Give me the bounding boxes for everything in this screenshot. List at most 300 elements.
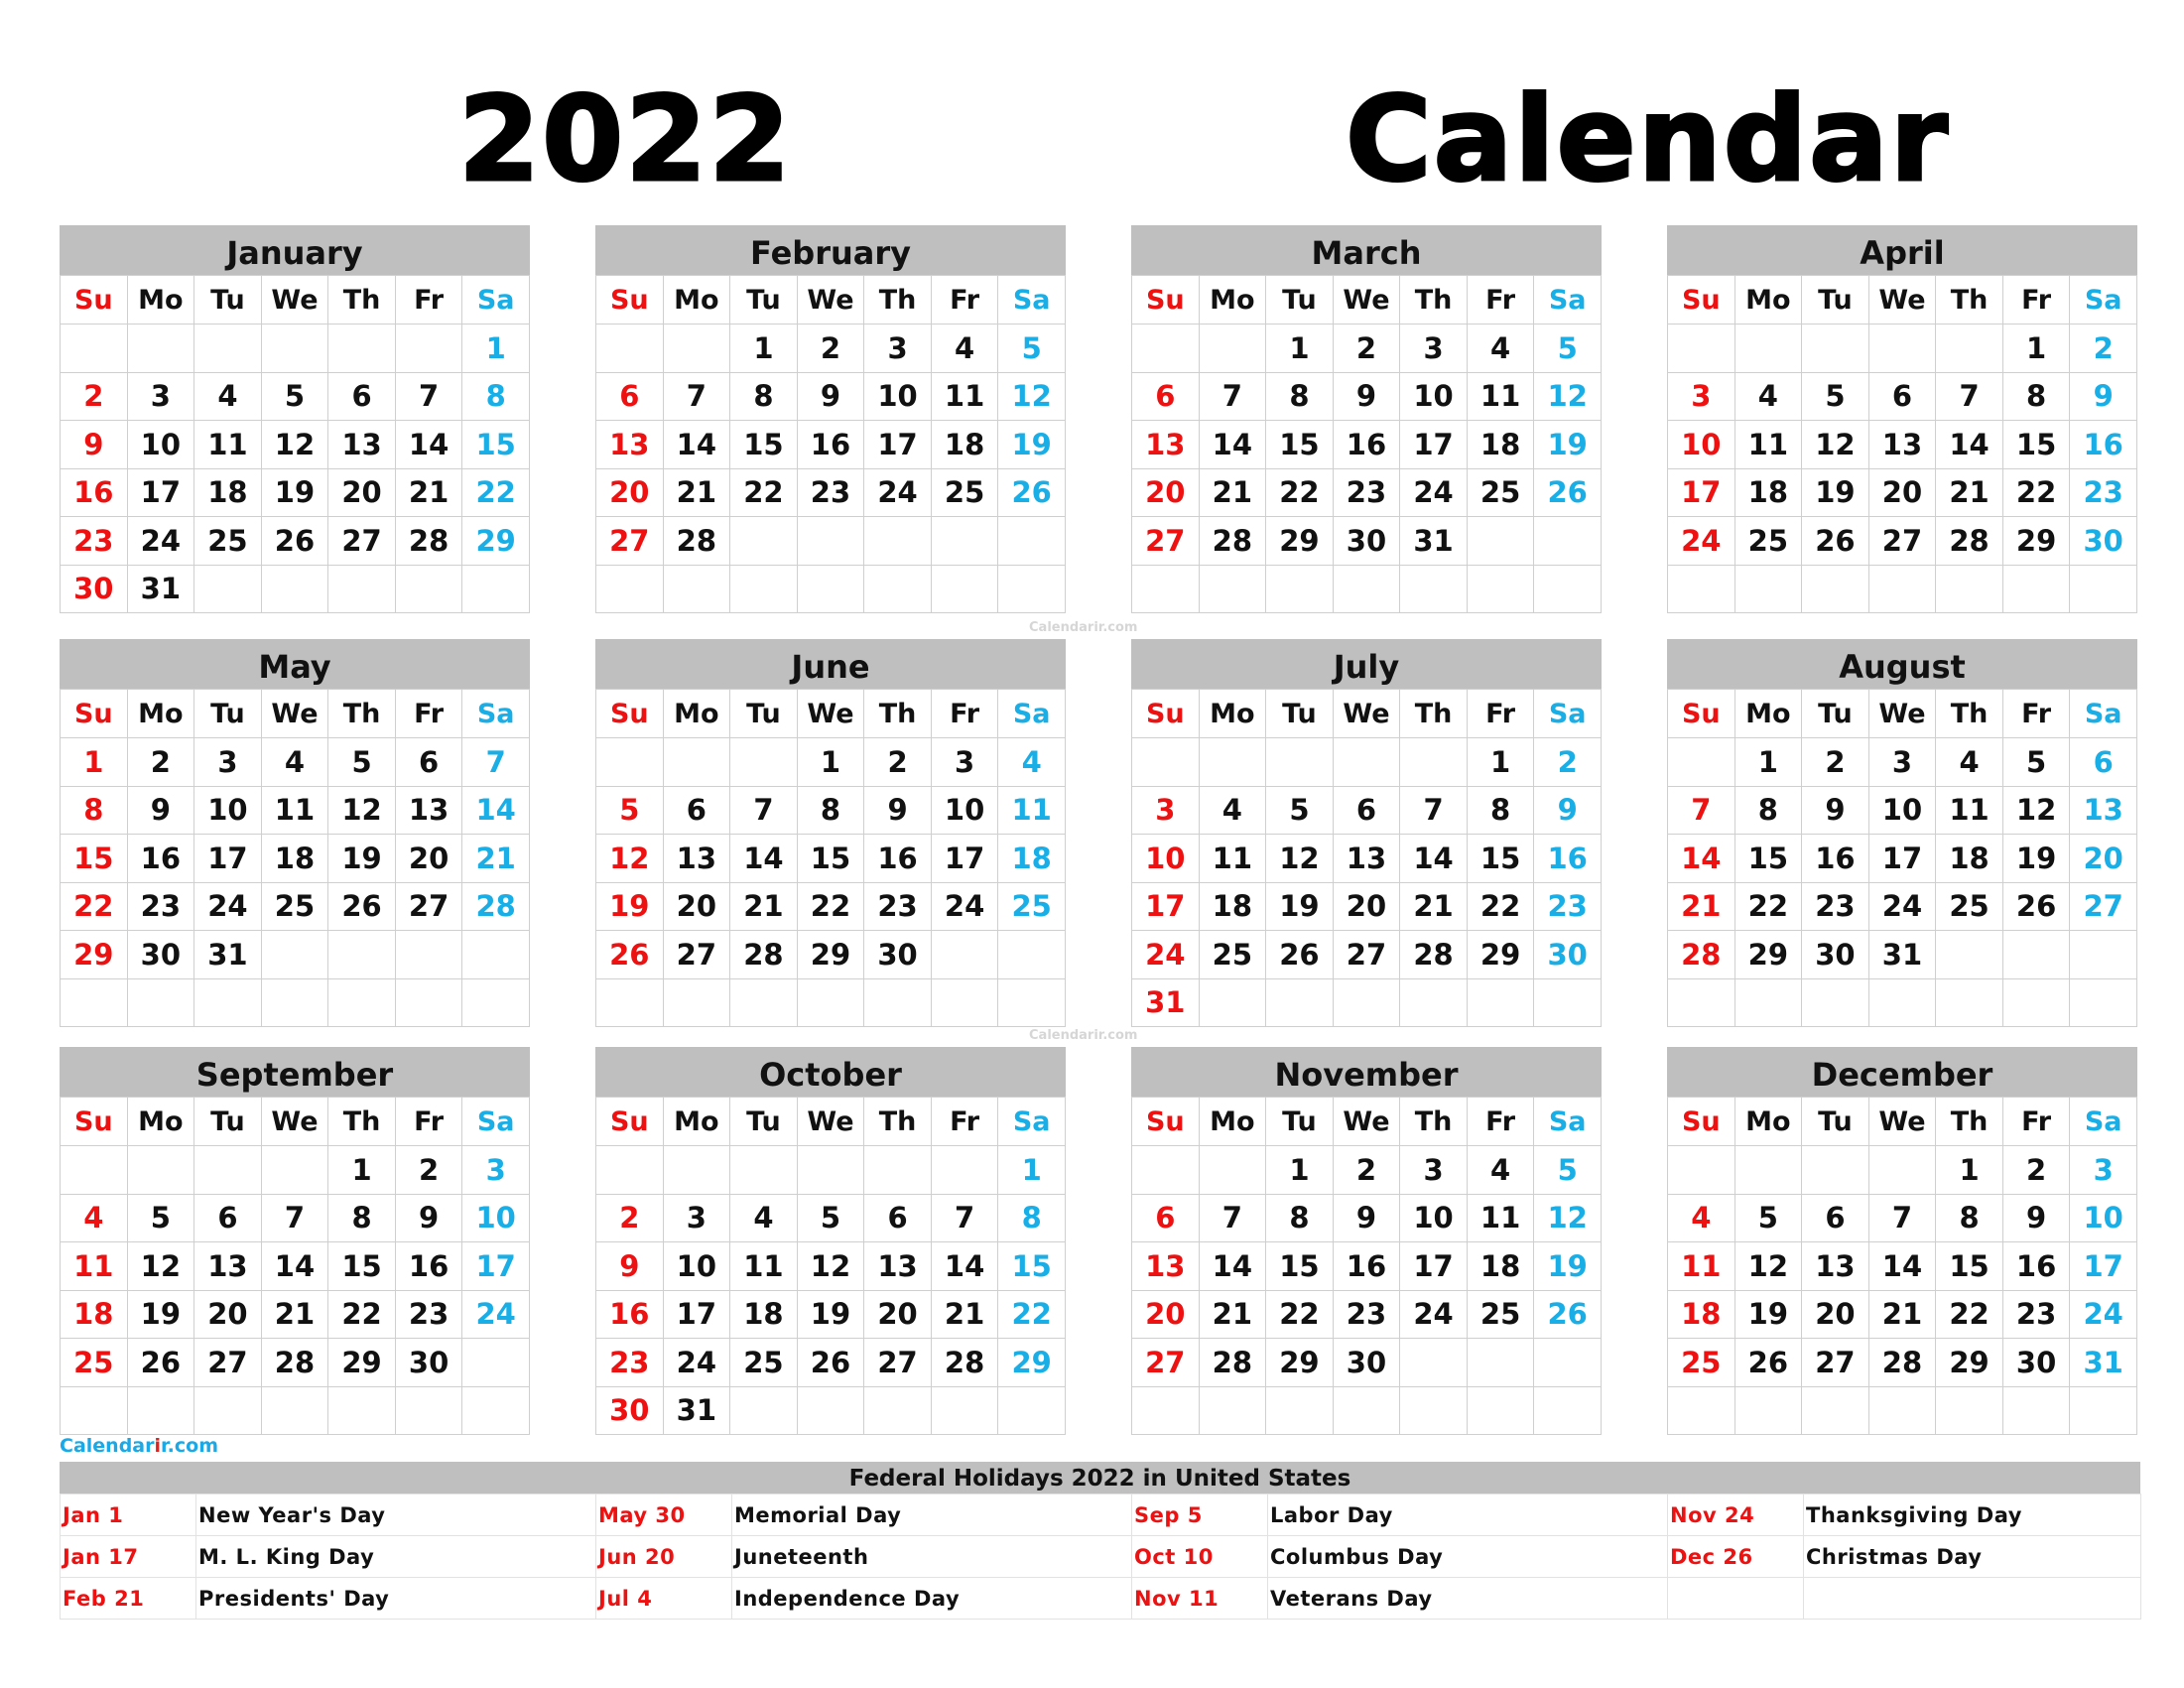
day-cell: 9 xyxy=(864,786,932,835)
weekday-label: Tu xyxy=(730,690,798,738)
day-cell: 22 xyxy=(1266,468,1334,517)
day-cell xyxy=(1266,978,1334,1027)
week-row xyxy=(61,738,530,787)
holiday-row xyxy=(61,1536,2141,1578)
day-cell: 14 xyxy=(1199,1242,1266,1291)
day-cell xyxy=(261,978,328,1027)
day-cell: 29 xyxy=(328,1339,396,1387)
day-cell xyxy=(462,565,530,613)
day-cell: 12 xyxy=(1534,1194,1602,1242)
weekday-row xyxy=(1132,690,1602,738)
day-cell: 21 xyxy=(1936,468,2003,517)
day-cell: 26 xyxy=(2002,882,2070,931)
day-cell: 7 xyxy=(730,786,798,835)
day-cell: 18 xyxy=(1734,468,1802,517)
day-cell xyxy=(797,517,864,566)
day-cell: 13 xyxy=(1868,421,1936,469)
day-cell: 7 xyxy=(1199,1194,1266,1242)
holiday-date: Jul 4 xyxy=(596,1578,732,1620)
day-cell: 8 xyxy=(1266,1194,1334,1242)
day-cell xyxy=(2002,978,2070,1027)
day-cell: 26 xyxy=(1266,931,1334,979)
day-cell xyxy=(462,1386,530,1435)
weekday-label: We xyxy=(261,276,328,325)
day-cell: 22 xyxy=(797,882,864,931)
day-cell xyxy=(730,978,798,1027)
day-cell xyxy=(2002,931,2070,979)
weekday-label: Fr xyxy=(2002,690,2070,738)
holiday-date: Jan 17 xyxy=(61,1536,196,1578)
week-row xyxy=(61,1339,530,1387)
day-cell: 30 xyxy=(127,931,194,979)
weekday-label: Fr xyxy=(2002,276,2070,325)
day-cell xyxy=(194,325,262,373)
week-row xyxy=(1668,978,2137,1027)
weekday-label: We xyxy=(1868,276,1936,325)
day-cell: 20 xyxy=(1802,1290,1869,1339)
day-cell: 30 xyxy=(2070,517,2137,566)
day-cell: 11 xyxy=(1467,1194,1534,1242)
day-cell: 26 xyxy=(1802,517,1869,566)
day-cell: 11 xyxy=(1199,835,1266,883)
week-row xyxy=(1132,468,1602,517)
day-cell: 2 xyxy=(61,372,128,421)
day-cell: 24 xyxy=(194,882,262,931)
week-row xyxy=(61,1242,530,1291)
month-june xyxy=(595,639,1066,1027)
day-cell: 1 xyxy=(328,1146,396,1195)
day-cell: 23 xyxy=(1802,882,1869,931)
week-row xyxy=(596,931,1066,979)
day-cell: 15 xyxy=(1734,835,1802,883)
day-cell: 9 xyxy=(1802,786,1869,835)
day-cell: 3 xyxy=(1668,372,1735,421)
week-row xyxy=(1668,1290,2137,1339)
month-may xyxy=(60,639,530,1027)
day-cell xyxy=(1534,517,1602,566)
watermark: Calendarir.com xyxy=(1029,1028,1138,1043)
day-cell: 18 xyxy=(61,1290,128,1339)
weekday-label: Su xyxy=(1668,690,1735,738)
month-days-table xyxy=(595,689,1066,1027)
day-cell xyxy=(864,565,932,613)
day-cell: 26 xyxy=(998,468,1066,517)
day-cell: 25 xyxy=(61,1339,128,1387)
day-cell xyxy=(1266,1386,1334,1435)
day-cell: 3 xyxy=(1132,786,1200,835)
day-cell: 20 xyxy=(596,468,664,517)
day-cell: 29 xyxy=(1734,931,1802,979)
week-row xyxy=(61,565,530,613)
week-row xyxy=(1668,1386,2137,1435)
day-cell: 12 xyxy=(797,1242,864,1291)
day-cell: 11 xyxy=(261,786,328,835)
weekday-label: Th xyxy=(1400,1098,1468,1146)
week-row xyxy=(1132,325,1602,373)
day-cell: 18 xyxy=(1467,421,1534,469)
day-cell: 19 xyxy=(596,882,664,931)
day-cell xyxy=(1936,1386,2003,1435)
day-cell: 7 xyxy=(1868,1194,1936,1242)
holiday-name: Thanksgiving Day xyxy=(1804,1494,2141,1536)
day-cell: 21 xyxy=(1668,882,1735,931)
day-cell: 18 xyxy=(1936,835,2003,883)
day-cell: 27 xyxy=(1132,1339,1200,1387)
day-cell: 16 xyxy=(127,835,194,883)
day-cell: 6 xyxy=(1333,786,1400,835)
day-cell xyxy=(194,978,262,1027)
day-cell xyxy=(61,978,128,1027)
holiday-date: Nov 11 xyxy=(1132,1578,1268,1620)
weekday-label: Tu xyxy=(730,276,798,325)
day-cell xyxy=(1734,1386,1802,1435)
month-august xyxy=(1667,639,2137,1027)
weekday-label: Th xyxy=(864,276,932,325)
day-cell: 2 xyxy=(1802,738,1869,787)
day-cell: 16 xyxy=(1802,835,1869,883)
day-cell: 7 xyxy=(663,372,730,421)
weekday-row xyxy=(61,1098,530,1146)
day-cell xyxy=(462,931,530,979)
day-cell: 26 xyxy=(127,1339,194,1387)
weekday-label: Su xyxy=(1132,690,1200,738)
day-cell xyxy=(1400,1386,1468,1435)
day-cell xyxy=(1199,738,1266,787)
day-cell: 6 xyxy=(194,1194,262,1242)
day-cell: 23 xyxy=(864,882,932,931)
weekday-label: Sa xyxy=(998,276,1066,325)
week-row xyxy=(596,882,1066,931)
day-cell: 16 xyxy=(797,421,864,469)
day-cell: 9 xyxy=(797,372,864,421)
weekday-row xyxy=(1668,276,2137,325)
day-cell: 6 xyxy=(395,738,462,787)
month-name: July xyxy=(1131,639,1602,689)
day-cell: 20 xyxy=(1132,1290,1200,1339)
day-cell: 6 xyxy=(328,372,396,421)
month-december xyxy=(1667,1047,2137,1435)
weekday-label: Tu xyxy=(730,1098,798,1146)
day-cell: 10 xyxy=(462,1194,530,1242)
day-cell: 2 xyxy=(1534,738,1602,787)
day-cell: 4 xyxy=(1467,325,1534,373)
day-cell: 8 xyxy=(797,786,864,835)
day-cell: 25 xyxy=(1199,931,1266,979)
day-cell: 11 xyxy=(998,786,1066,835)
week-row xyxy=(1668,786,2137,835)
day-cell: 14 xyxy=(1400,835,1468,883)
weekday-label: Mo xyxy=(1199,1098,1266,1146)
day-cell xyxy=(797,1386,864,1435)
month-name: May xyxy=(60,639,530,689)
day-cell xyxy=(2070,1386,2137,1435)
month-name: August xyxy=(1667,639,2137,689)
day-cell: 23 xyxy=(2070,468,2137,517)
day-cell: 28 xyxy=(1400,931,1468,979)
weekday-label: Sa xyxy=(2070,1098,2137,1146)
week-row xyxy=(1668,1194,2137,1242)
holiday-date: Feb 21 xyxy=(61,1578,196,1620)
week-row xyxy=(1668,882,2137,931)
week-row xyxy=(596,372,1066,421)
weekday-label: Su xyxy=(596,690,664,738)
day-cell: 22 xyxy=(1467,882,1534,931)
day-cell xyxy=(931,978,998,1027)
day-cell: 29 xyxy=(61,931,128,979)
day-cell: 27 xyxy=(328,517,396,566)
day-cell: 10 xyxy=(931,786,998,835)
day-cell: 26 xyxy=(1734,1339,1802,1387)
day-cell: 20 xyxy=(1868,468,1936,517)
weekday-label: Sa xyxy=(2070,690,2137,738)
day-cell: 10 xyxy=(864,372,932,421)
day-cell: 15 xyxy=(1266,1242,1334,1291)
weekday-label: Mo xyxy=(663,690,730,738)
day-cell: 24 xyxy=(864,468,932,517)
day-cell: 24 xyxy=(127,517,194,566)
weekday-label: Su xyxy=(1132,276,1200,325)
day-cell: 20 xyxy=(194,1290,262,1339)
day-cell xyxy=(1668,738,1735,787)
month-name: June xyxy=(595,639,1066,689)
day-cell: 28 xyxy=(931,1339,998,1387)
week-row xyxy=(1132,978,1602,1027)
month-name: February xyxy=(595,225,1066,275)
week-row xyxy=(61,786,530,835)
day-cell xyxy=(1936,325,2003,373)
day-cell: 4 xyxy=(1467,1146,1534,1195)
week-row xyxy=(1132,1290,1602,1339)
day-cell: 25 xyxy=(1467,1290,1534,1339)
holiday-date: Jan 1 xyxy=(61,1494,196,1536)
day-cell: 8 xyxy=(1266,372,1334,421)
day-cell: 25 xyxy=(730,1339,798,1387)
weekday-label: Tu xyxy=(194,690,262,738)
day-cell: 2 xyxy=(596,1194,664,1242)
day-cell: 7 xyxy=(1668,786,1735,835)
day-cell: 16 xyxy=(1333,421,1400,469)
day-cell: 3 xyxy=(1868,738,1936,787)
day-cell xyxy=(931,565,998,613)
week-row xyxy=(1132,1386,1602,1435)
day-cell: 21 xyxy=(261,1290,328,1339)
weekday-label: We xyxy=(1333,276,1400,325)
day-cell: 14 xyxy=(1936,421,2003,469)
day-cell: 28 xyxy=(1868,1339,1936,1387)
day-cell: 19 xyxy=(797,1290,864,1339)
day-cell xyxy=(328,565,396,613)
day-cell xyxy=(730,738,798,787)
day-cell: 31 xyxy=(1132,978,1200,1027)
day-cell xyxy=(1132,1386,1200,1435)
day-cell: 15 xyxy=(1467,835,1534,883)
day-cell: 13 xyxy=(1333,835,1400,883)
day-cell: 22 xyxy=(61,882,128,931)
day-cell: 13 xyxy=(328,421,396,469)
day-cell: 23 xyxy=(596,1339,664,1387)
week-row xyxy=(1132,421,1602,469)
week-row xyxy=(1668,1242,2137,1291)
holiday-name: New Year's Day xyxy=(196,1494,596,1536)
day-cell: 14 xyxy=(1199,421,1266,469)
brand-text: Calendar xyxy=(60,1435,155,1457)
weekday-label: Fr xyxy=(2002,1098,2070,1146)
day-cell xyxy=(1802,1146,1869,1195)
day-cell: 24 xyxy=(2070,1290,2137,1339)
day-cell: 3 xyxy=(1400,325,1468,373)
day-cell: 25 xyxy=(194,517,262,566)
day-cell: 30 xyxy=(1333,1339,1400,1387)
month-name: March xyxy=(1131,225,1602,275)
day-cell: 26 xyxy=(1534,468,1602,517)
day-cell: 22 xyxy=(1734,882,1802,931)
day-cell: 21 xyxy=(663,468,730,517)
day-cell: 2 xyxy=(864,738,932,787)
day-cell: 13 xyxy=(1802,1242,1869,1291)
week-row xyxy=(596,1339,1066,1387)
holiday-row xyxy=(61,1494,2141,1536)
day-cell: 30 xyxy=(596,1386,664,1435)
day-cell xyxy=(61,325,128,373)
weekday-label: Fr xyxy=(931,276,998,325)
weekday-label: Mo xyxy=(663,276,730,325)
day-cell: 25 xyxy=(261,882,328,931)
day-cell: 16 xyxy=(1333,1242,1400,1291)
day-cell: 21 xyxy=(931,1290,998,1339)
holiday-name: Presidents' Day xyxy=(196,1578,596,1620)
week-row xyxy=(596,738,1066,787)
day-cell xyxy=(596,325,664,373)
week-row xyxy=(596,1242,1066,1291)
day-cell: 6 xyxy=(864,1194,932,1242)
day-cell: 19 xyxy=(1266,882,1334,931)
weekday-label: Sa xyxy=(462,1098,530,1146)
day-cell xyxy=(1266,738,1334,787)
day-cell: 15 xyxy=(328,1242,396,1291)
day-cell: 5 xyxy=(328,738,396,787)
month-days-table xyxy=(595,1097,1066,1435)
day-cell xyxy=(2070,931,2137,979)
month-september xyxy=(60,1047,530,1435)
week-row xyxy=(1668,738,2137,787)
week-row xyxy=(61,325,530,373)
day-cell: 1 xyxy=(1266,1146,1334,1195)
day-cell: 11 xyxy=(1668,1242,1735,1291)
day-cell: 10 xyxy=(1400,372,1468,421)
day-cell xyxy=(328,931,396,979)
day-cell: 8 xyxy=(1467,786,1534,835)
day-cell: 5 xyxy=(1802,372,1869,421)
day-cell: 13 xyxy=(2070,786,2137,835)
day-cell xyxy=(1668,565,1735,613)
day-cell: 12 xyxy=(261,421,328,469)
day-cell: 31 xyxy=(663,1386,730,1435)
watermark: Calendarir.com xyxy=(1029,620,1138,635)
weekday-label: Mo xyxy=(127,276,194,325)
holiday-date xyxy=(1668,1578,1804,1620)
weekday-label: Mo xyxy=(1734,1098,1802,1146)
day-cell xyxy=(1534,1386,1602,1435)
day-cell: 10 xyxy=(194,786,262,835)
day-cell: 31 xyxy=(2070,1339,2137,1387)
day-cell: 12 xyxy=(998,372,1066,421)
day-cell: 30 xyxy=(2002,1339,2070,1387)
day-cell: 19 xyxy=(1534,421,1602,469)
day-cell: 17 xyxy=(1132,882,1200,931)
day-cell: 12 xyxy=(1802,421,1869,469)
day-cell: 29 xyxy=(462,517,530,566)
weekday-row xyxy=(1668,690,2137,738)
day-cell xyxy=(261,325,328,373)
day-cell xyxy=(797,978,864,1027)
day-cell: 19 xyxy=(328,835,396,883)
day-cell: 18 xyxy=(261,835,328,883)
day-cell: 28 xyxy=(1668,931,1735,979)
holiday-date: May 30 xyxy=(596,1494,732,1536)
weekday-label: Tu xyxy=(1266,276,1334,325)
day-cell: 18 xyxy=(998,835,1066,883)
day-cell: 28 xyxy=(1199,517,1266,566)
day-cell xyxy=(730,517,798,566)
week-row xyxy=(596,1290,1066,1339)
weekday-label: Sa xyxy=(1534,1098,1602,1146)
weekday-label: Tu xyxy=(1802,690,1869,738)
day-cell: 6 xyxy=(596,372,664,421)
day-cell xyxy=(1132,738,1200,787)
day-cell: 30 xyxy=(1333,517,1400,566)
day-cell: 11 xyxy=(1467,372,1534,421)
day-cell xyxy=(1802,1386,1869,1435)
day-cell: 8 xyxy=(61,786,128,835)
day-cell: 30 xyxy=(864,931,932,979)
week-row xyxy=(61,421,530,469)
day-cell xyxy=(395,931,462,979)
brand-accent: i xyxy=(154,1435,161,1457)
holiday-name xyxy=(1804,1578,2141,1620)
day-cell xyxy=(328,978,396,1027)
week-row xyxy=(61,372,530,421)
day-cell: 4 xyxy=(1734,372,1802,421)
day-cell: 1 xyxy=(998,1146,1066,1195)
day-cell xyxy=(1266,565,1334,613)
day-cell: 20 xyxy=(1132,468,1200,517)
day-cell: 19 xyxy=(1734,1290,1802,1339)
day-cell: 11 xyxy=(730,1242,798,1291)
weekday-label: Th xyxy=(328,276,396,325)
month-november xyxy=(1131,1047,1602,1435)
day-cell: 22 xyxy=(2002,468,2070,517)
day-cell: 22 xyxy=(730,468,798,517)
day-cell xyxy=(998,931,1066,979)
day-cell: 18 xyxy=(730,1290,798,1339)
day-cell xyxy=(864,1386,932,1435)
day-cell xyxy=(1534,565,1602,613)
weekday-label: Fr xyxy=(395,276,462,325)
day-cell: 9 xyxy=(127,786,194,835)
day-cell: 17 xyxy=(462,1242,530,1291)
day-cell: 19 xyxy=(998,421,1066,469)
weekday-label: Su xyxy=(61,1098,128,1146)
week-row xyxy=(61,1386,530,1435)
week-row xyxy=(596,786,1066,835)
day-cell: 28 xyxy=(261,1339,328,1387)
brand-logo xyxy=(60,1435,218,1457)
title-word: Calendar xyxy=(1346,70,1950,207)
day-cell: 3 xyxy=(663,1194,730,1242)
week-row xyxy=(1132,1339,1602,1387)
day-cell: 9 xyxy=(596,1242,664,1291)
day-cell: 16 xyxy=(596,1290,664,1339)
